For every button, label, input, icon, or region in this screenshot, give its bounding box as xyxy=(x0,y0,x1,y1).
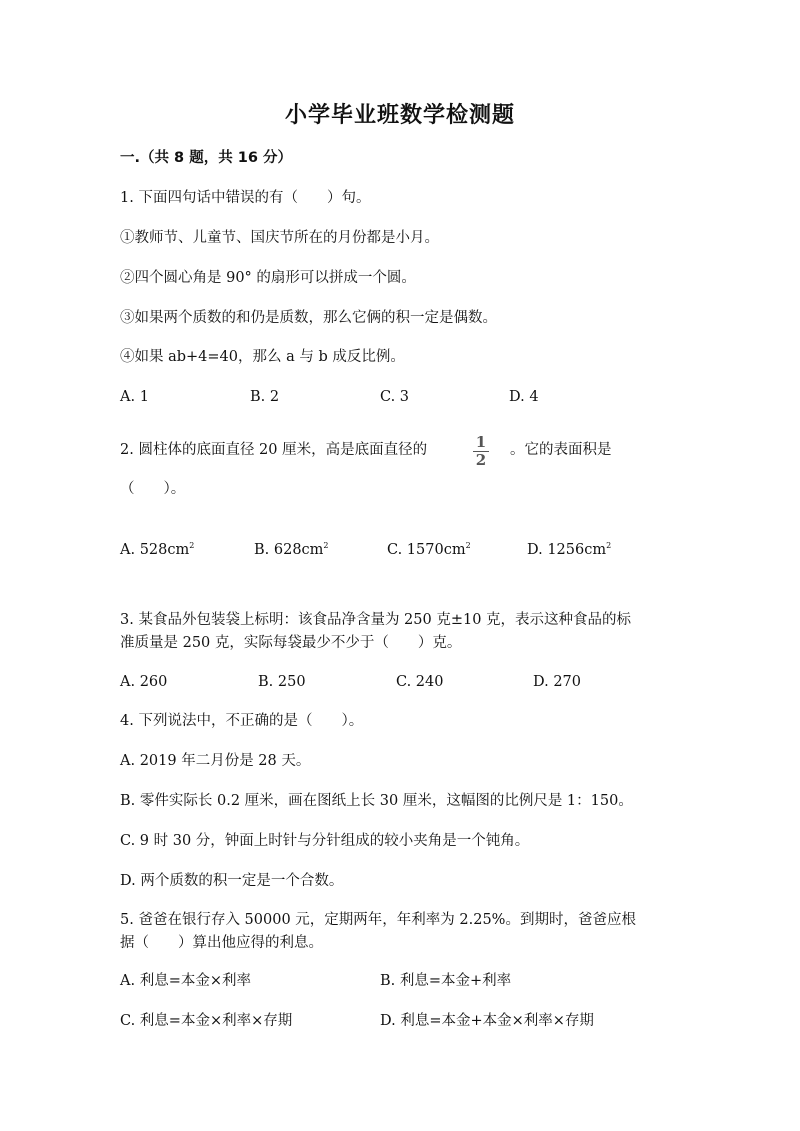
q4-stem: 4. 下列说法中，不正确的是（ ）。 xyxy=(120,713,364,729)
q2-stem-c: （ ）。 xyxy=(120,481,186,497)
q3-option-c[interactable]: C. 240 xyxy=(396,674,444,690)
q1-stem: 1. 下面四句话中错误的有（ ）句。 xyxy=(120,190,371,206)
q2-option-a[interactable] xyxy=(120,535,194,561)
q2-option-d[interactable] xyxy=(527,535,611,561)
q4-option-d[interactable]: D. 两个质数的积一定是一个合数。 xyxy=(120,873,344,889)
q2-option-c-sup: 2 xyxy=(465,541,471,550)
q2-option-d-sup: 2 xyxy=(606,541,612,550)
q3-line-2: 准质量是 250 克，实际每袋最少不少于（ ）克。 xyxy=(120,635,462,651)
q1-statement-2: ②四个圆心角是 90° 的扇形可以拼成一个圆。 xyxy=(120,270,416,286)
q2-option-d-text: D. 1256cm xyxy=(527,542,607,558)
q5-line-2: 据（ ）算出他应得的利息。 xyxy=(120,935,323,951)
q1-statement-4: ④如果 ab+4=40，那么 a 与 b 成反比例。 xyxy=(120,349,405,365)
q3-option-a[interactable]: A. 260 xyxy=(120,674,168,690)
q5-option-a[interactable]: A. 利息=本金×利率 xyxy=(120,973,251,989)
q1-statement-3: ③如果两个质数的和仍是质数，那么它俩的积一定是偶数。 xyxy=(120,310,497,326)
q2-option-b[interactable] xyxy=(254,535,329,561)
q2-fraction xyxy=(470,434,492,469)
q4-option-a[interactable]: A. 2019 年二月份是 28 天。 xyxy=(120,753,311,769)
fraction-numerator: 1 xyxy=(475,433,487,451)
q3-option-d[interactable]: D. 270 xyxy=(533,674,582,690)
q2-stem-b: 。它的表面积是 xyxy=(510,442,612,458)
q5-line-1: 5. 爸爸在银行存入 50000 元，定期两年，年利率为 2.25%。到期时，爸爸应根 xyxy=(120,912,636,928)
page-title: 小学毕业班数学检测题 xyxy=(284,102,515,128)
q5-option-d[interactable]: D. 利息=本金+本金×利率×存期 xyxy=(380,1013,594,1029)
q2-option-b-text: B. 628cm xyxy=(254,542,324,558)
q5-option-c[interactable]: C. 利息=本金×利率×存期 xyxy=(120,1013,293,1029)
q2-option-a-sup: 2 xyxy=(189,541,195,550)
q1-option-c[interactable]: C. 3 xyxy=(380,389,410,405)
q2-option-c[interactable] xyxy=(387,535,471,561)
q2-option-c-text: C. 1570cm xyxy=(387,542,466,558)
q5-option-b[interactable]: B. 利息=本金+利率 xyxy=(380,973,512,989)
q3-option-b[interactable]: B. 250 xyxy=(258,674,306,690)
fraction-denominator: 2 xyxy=(475,451,487,469)
q3-line-1: 3. 某食品外包装袋上标明：该食品净含量为 250 克±10 克，表示这种食品的标 xyxy=(120,612,632,628)
q1-statement-1: ①教师节、儿童节、国庆节所在的月份都是小月。 xyxy=(120,230,439,246)
q2-option-b-sup: 2 xyxy=(323,541,329,550)
q1-option-b[interactable]: B. 2 xyxy=(250,389,280,405)
section-heading: 一.（共 8 题，共 16 分） xyxy=(120,150,292,166)
q1-option-d[interactable]: D. 4 xyxy=(509,389,539,405)
q2-stem-a: 2. 圆柱体的底面直径 20 厘米，高是底面直径的 xyxy=(120,442,428,458)
q4-option-c[interactable]: C. 9 时 30 分，钟面上时针与分针组成的较小夹角是一个钝角。 xyxy=(120,833,530,849)
q2-option-a-text: A. 528cm xyxy=(120,542,190,558)
q4-option-b[interactable]: B. 零件实际长 0.2 厘米，画在图纸上长 30 厘米，这幅图的比例尺是 1：150。 xyxy=(120,793,633,809)
q1-option-a[interactable]: A. 1 xyxy=(120,389,149,405)
